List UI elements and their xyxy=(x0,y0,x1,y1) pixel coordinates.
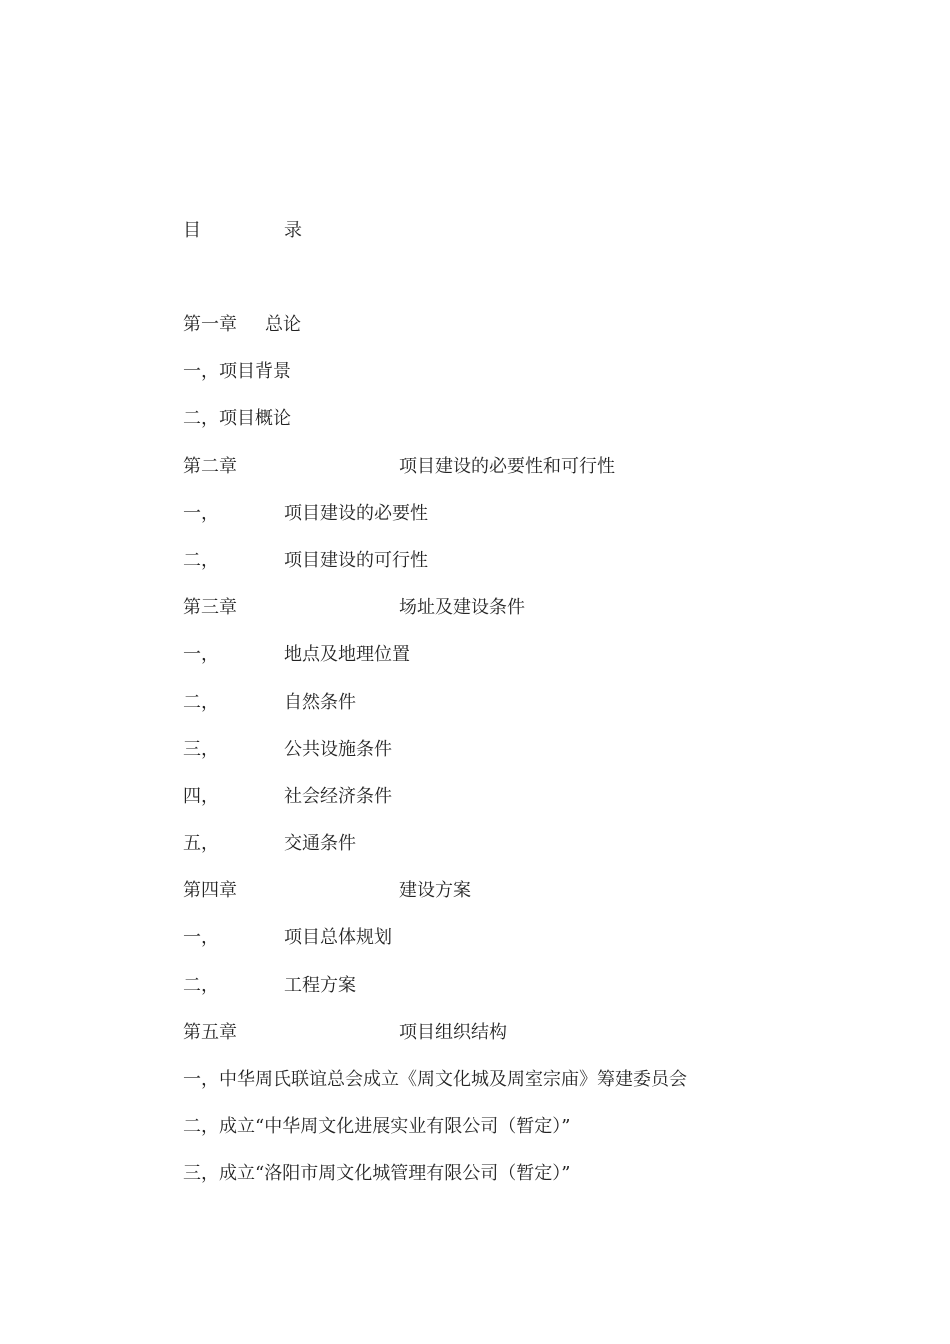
toc-entry-text: 二，成立“中华周文化进展实业有限公司（暂定）” xyxy=(183,1116,571,1138)
toc-title-left: 目 xyxy=(183,220,201,241)
toc-chapter-title: 项目建设的必要性和可行性 xyxy=(399,455,615,477)
toc-section-title: 工程方案 xyxy=(284,974,356,996)
toc-chapter-title: 项目组织结构 xyxy=(399,1021,507,1043)
toc-chapter-title: 总论 xyxy=(265,314,301,335)
toc-chapter xyxy=(183,1020,883,1067)
toc-chapter-number: 第二章 xyxy=(183,455,237,477)
toc-chapter-number: 第四章 xyxy=(183,880,237,902)
toc-chapter xyxy=(183,312,883,359)
toc-section-number: 二， xyxy=(183,974,219,996)
toc-section xyxy=(183,642,883,689)
toc-section xyxy=(183,973,883,1020)
toc-entry xyxy=(183,359,883,406)
toc-entry-text: 三，成立“洛阳市周文化城管理有限公司（暂定）” xyxy=(183,1163,571,1185)
toc-chapter xyxy=(183,595,883,642)
toc-entry xyxy=(183,1114,883,1161)
toc-section-title: 地点及地理位置 xyxy=(284,644,410,666)
toc-section xyxy=(183,690,883,737)
toc-chapter-title: 场址及建设条件 xyxy=(399,597,525,619)
toc-section-number: 一， xyxy=(183,927,219,949)
toc-entry xyxy=(183,1161,883,1208)
toc-title xyxy=(183,218,302,244)
toc-section-title: 公共设施条件 xyxy=(284,738,392,760)
toc-entry xyxy=(183,406,883,453)
toc-entry xyxy=(183,1067,883,1114)
table-of-contents xyxy=(183,312,883,1209)
toc-chapter xyxy=(183,454,883,501)
toc-chapter-number: 第一章 xyxy=(183,314,237,335)
toc-section-title: 项目建设的必要性 xyxy=(284,502,428,524)
toc-section xyxy=(183,925,883,972)
toc-section-number: 三， xyxy=(183,738,219,760)
toc-section xyxy=(183,737,883,784)
toc-entry-text: 二，项目概论 xyxy=(183,408,291,430)
toc-section-number: 二， xyxy=(183,691,219,713)
toc-entry-text: 一，中华周氏联谊总会成立《周文化城及周室宗庙》筹建委员会 xyxy=(183,1069,687,1090)
toc-chapter-title: 建设方案 xyxy=(399,880,471,902)
toc-section-number: 五， xyxy=(183,833,219,855)
toc-entry-text: 一，项目背景 xyxy=(183,361,291,383)
toc-section-title: 自然条件 xyxy=(284,691,356,713)
toc-section xyxy=(183,501,883,548)
toc-section-number: 二， xyxy=(183,549,219,571)
toc-section xyxy=(183,831,883,878)
toc-section xyxy=(183,548,883,595)
toc-chapter-number: 第三章 xyxy=(183,597,237,619)
toc-title-right: 录 xyxy=(284,220,302,241)
toc-section-title: 社会经济条件 xyxy=(284,785,392,807)
toc-section-number: 一， xyxy=(183,644,219,666)
toc-section-number: 四， xyxy=(183,785,219,807)
toc-section-number: 一， xyxy=(183,502,219,524)
toc-section-title: 项目总体规划 xyxy=(284,927,392,949)
toc-section xyxy=(183,784,883,831)
toc-chapter xyxy=(183,878,883,925)
toc-chapter-number: 第五章 xyxy=(183,1021,237,1043)
toc-section-title: 交通条件 xyxy=(284,833,356,855)
toc-section-title: 项目建设的可行性 xyxy=(284,549,428,571)
